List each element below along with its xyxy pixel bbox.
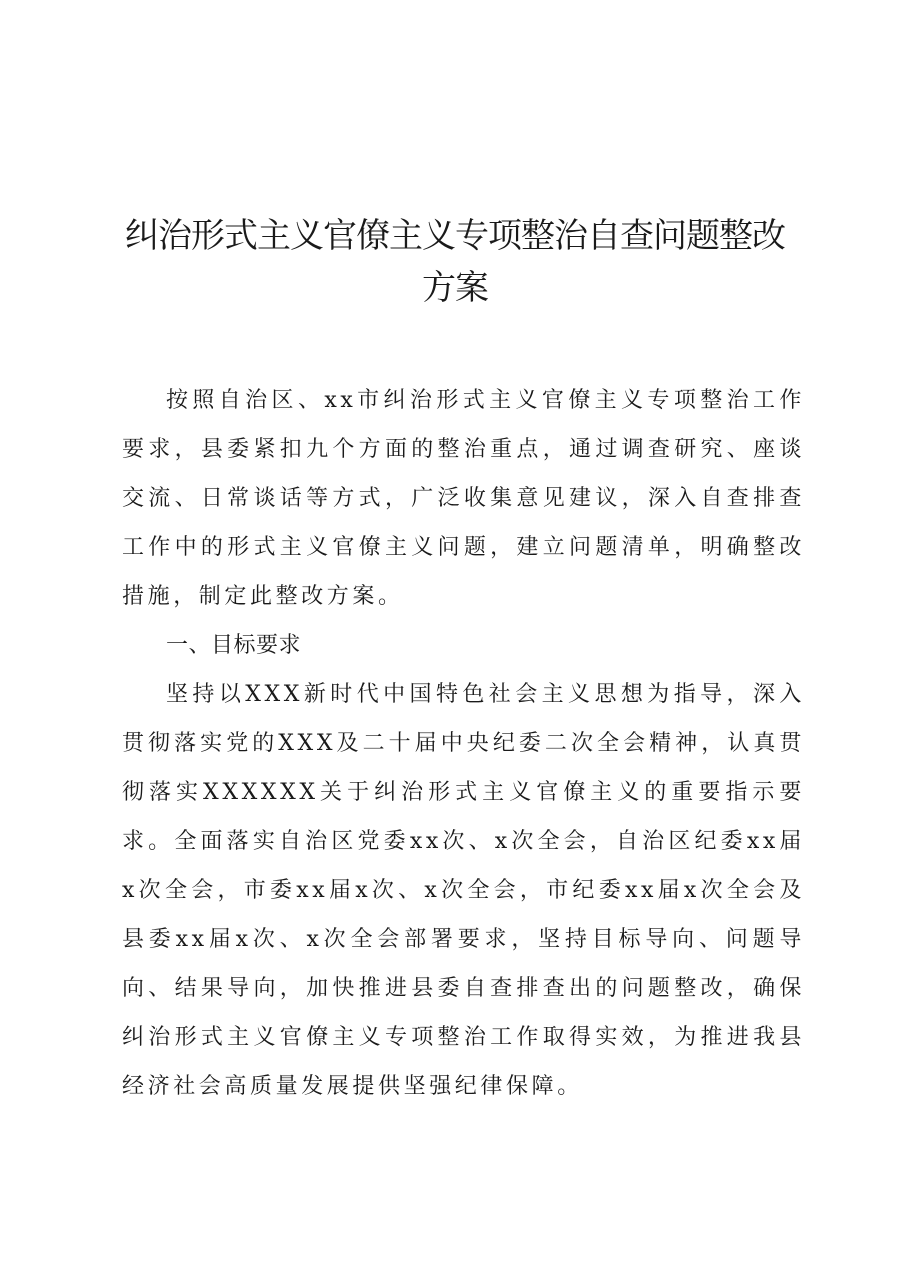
document-body (122, 376, 805, 1111)
intro-paragraph: 按照自治区、xx市纠治形式主义官僚主义专项整治工作要求，县委紧扣九个方面的整治重点，通过调查研究、座谈交流、日常谈话等方式，广泛收集意见建议，深入自查排查工作中的形式主义官僚主义问题，建立问题清单，明确整改措施，制定此整改方案。 (122, 388, 805, 609)
section-paragraph: 坚持以XXX新时代中国特色社会主义思想为指导，深入贯彻落实党的XXX及二十届中央纪委二次全会精神，认真贯彻落实XXXXXX关于纠治形式主义官僚主义的重要指示要求。全面落实自治区党委xx次、x次全会，自治区纪委xx届x次全会，市委xx届x次、x次全会，市纪委xx届x次全会及县委xx届x次、x次全会部署要求，坚持目标导向、问题导向、结果导向，加快推进县委自查排查出的问题整改，确保纠治形式主义官僚主义专项整治工作取得实效，为推进我县经济社会高质量发展提供坚强纪律保障。 (122, 682, 805, 1099)
document-title: 纠治形式主义官僚主义专项整治自查问题整改方案 (125, 216, 785, 308)
section-heading: 一、目标要求 (166, 633, 302, 658)
